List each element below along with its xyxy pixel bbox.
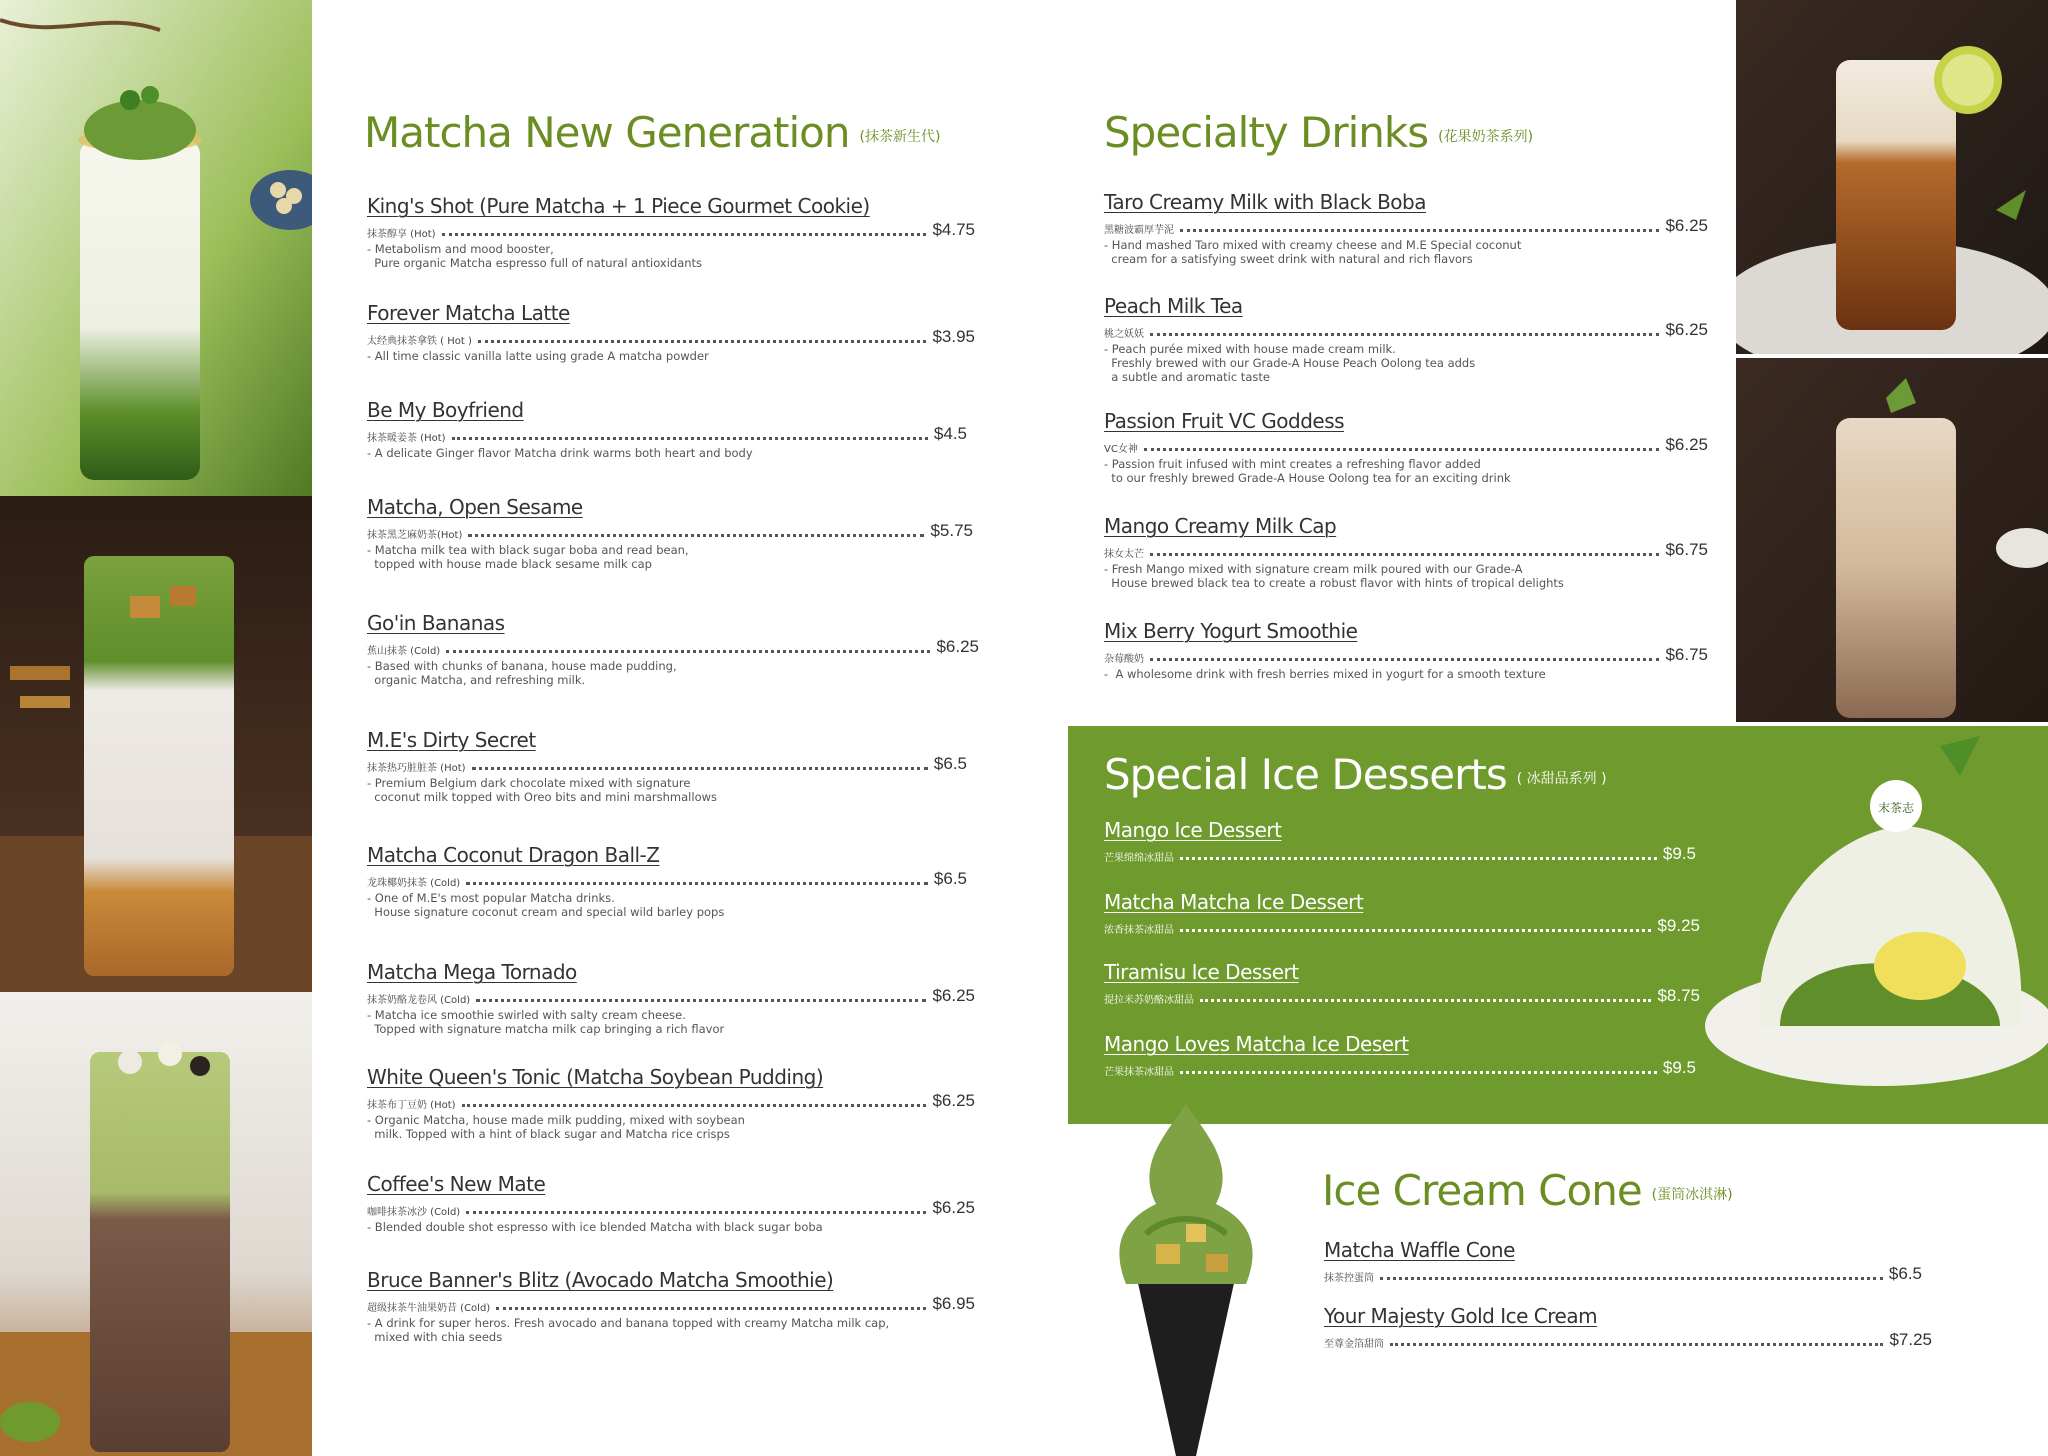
item-name: Matcha Matcha Ice Dessert <box>1104 890 1364 914</box>
item-price: $7.25 <box>1889 1330 1932 1349</box>
menu-item <box>367 495 973 571</box>
item-price: $5.75 <box>930 521 973 540</box>
item-name: Matcha Waffle Cone <box>1324 1238 1515 1262</box>
item-name: Matcha, Open Sesame <box>367 495 583 519</box>
item-name: M.E's Dirty Secret <box>367 728 536 752</box>
item-price: $6.25 <box>932 1198 975 1217</box>
item-name: Coffee's New Mate <box>367 1172 546 1196</box>
specialty-drink-photo-1 <box>1736 0 2048 354</box>
item-cn: 抹茶醇享 (Hot) <box>367 229 436 240</box>
item-price: $6.5 <box>933 869 967 888</box>
dot-leader <box>1390 1343 1883 1346</box>
menu-item <box>367 398 967 460</box>
section-title-specialty <box>1104 108 1533 157</box>
item-price: $6.25 <box>932 1091 975 1110</box>
dot-leader <box>1144 448 1660 451</box>
dot-leader <box>472 767 928 770</box>
menu-item <box>1104 818 1696 864</box>
item-name: Go'in Bananas <box>367 611 505 635</box>
dot-leader <box>1150 553 1659 556</box>
item-desc: - Premium Belgium dark chocolate mixed with signature coconut milk topped with Oreo bits and mini marshmallows <box>367 776 718 804</box>
item-price: $6.5 <box>1888 1264 1922 1283</box>
section-title-desserts <box>1104 750 1607 799</box>
dot-leader <box>1150 333 1659 336</box>
item-cn: 黑糖波霸厚芋泥 <box>1104 225 1174 236</box>
item-desc: - Fresh Mango mixed with signature cream milk poured with our Grade-A House brewed black tea to create a robust flavor with hints of tropical delights <box>1104 562 1564 590</box>
menu-item <box>1104 619 1708 681</box>
matcha-drink-photo-3 <box>0 992 312 1456</box>
item-price: $6.5 <box>933 754 967 773</box>
item-cn: 杂莓酸奶 <box>1104 654 1144 665</box>
menu-item <box>367 1065 975 1141</box>
item-name: Forever Matcha Latte <box>367 301 570 325</box>
item-cn: 桃之妖妖 <box>1104 329 1144 340</box>
item-name: Matcha Coconut Dragon Ball-Z <box>367 843 660 867</box>
item-cn: 太经典抹茶拿铁 ( Hot ) <box>367 336 472 347</box>
menu-item <box>367 611 979 687</box>
item-cn: 抹女太芒 <box>1104 549 1144 560</box>
dot-leader <box>1180 929 1651 932</box>
item-cn: VC女神 <box>1104 444 1138 455</box>
menu-item <box>1104 409 1708 485</box>
dot-leader <box>466 882 928 885</box>
item-name: King's Shot (Pure Matcha + 1 Piece Gourmet Cookie) <box>367 194 870 218</box>
section-title-cn: (蛋筒冰淇淋) <box>1651 1186 1733 1203</box>
ice-cream-cone-photo <box>1086 1094 1286 1456</box>
item-name: White Queen's Tonic (Matcha Soybean Pudding) <box>367 1065 824 1089</box>
item-price: $4.75 <box>932 220 975 239</box>
item-cn: 浓香抹茶冰甜品 <box>1104 925 1174 936</box>
ice-dessert-photo <box>1700 726 2048 1124</box>
section-title-text: Special Ice Desserts <box>1104 750 1507 799</box>
item-desc: - Based with chunks of banana, house made pudding, organic Matcha, and refreshing milk. <box>367 659 677 687</box>
menu-item <box>1104 514 1708 590</box>
item-cn: 超级抹茶牛油果奶昔 (Cold) <box>367 1303 491 1314</box>
item-cn: 抹茶控蛋筒 <box>1324 1273 1374 1284</box>
menu-item <box>367 194 975 270</box>
item-name: Mango Ice Dessert <box>1104 818 1282 842</box>
item-price: $6.95 <box>932 1294 975 1313</box>
item-cn: 抹茶布丁豆奶 (Hot) <box>367 1100 456 1111</box>
item-price: $4.5 <box>933 424 967 443</box>
item-cn: 咖啡抹茶冰沙 (Cold) <box>367 1207 461 1218</box>
dot-leader <box>468 534 924 537</box>
item-cn: 抹茶热巧脏脏茶 (Hot) <box>367 763 466 774</box>
menu-item <box>1104 890 1700 936</box>
dot-leader <box>452 437 928 440</box>
menu-item <box>367 301 975 363</box>
item-name: Your Majesty Gold Ice Cream <box>1324 1304 1598 1328</box>
matcha-drink-photo-2 <box>0 496 312 992</box>
item-cn: 龙珠椰奶抹茶 (Cold) <box>367 878 461 889</box>
item-price: $3.95 <box>932 327 975 346</box>
item-price: $9.5 <box>1662 1058 1696 1077</box>
item-price: $6.25 <box>1665 320 1708 339</box>
dot-leader <box>1180 229 1659 232</box>
item-desc: - Matcha milk tea with black sugar boba and read bean, topped with house made black sesame milk cap <box>367 543 689 571</box>
item-price: $9.25 <box>1657 916 1700 935</box>
item-name: Matcha Mega Tornado <box>367 960 577 984</box>
dot-leader <box>476 999 926 1002</box>
item-price: $6.25 <box>1665 216 1708 235</box>
dot-leader <box>1200 999 1651 1002</box>
dot-leader <box>1150 658 1659 661</box>
section-title-cone <box>1322 1166 1733 1215</box>
item-desc: - All time classic vanilla latte using grade A matcha powder <box>367 349 709 363</box>
item-name: Mango Loves Matcha Ice Desert <box>1104 1032 1409 1056</box>
item-price: $6.75 <box>1665 645 1708 664</box>
item-desc: - A wholesome drink with fresh berries mixed in yogurt for a smooth texture <box>1104 667 1546 681</box>
menu-item <box>367 960 975 1036</box>
section-title-text: Ice Cream Cone <box>1322 1166 1642 1215</box>
menu-item <box>1104 190 1708 266</box>
item-desc: - Matcha ice smoothie swirled with salty cream cheese. Topped with signature matcha milk cap bringing a rich flavor <box>367 1008 725 1036</box>
dot-leader <box>446 650 930 653</box>
section-title-matcha <box>364 108 940 157</box>
menu-item <box>1104 294 1708 384</box>
item-name: Tiramisu Ice Dessert <box>1104 960 1299 984</box>
item-desc: - A drink for super heros. Fresh avocado and banana topped with creamy Matcha milk cap, mixed with chia seeds <box>367 1316 890 1344</box>
item-name: Bruce Banner's Blitz (Avocado Matcha Smoothie) <box>367 1268 834 1292</box>
logo-text: 末茶志 <box>1877 801 1915 815</box>
menu-item <box>1104 960 1700 1006</box>
menu-item <box>367 1172 975 1234</box>
item-name: Passion Fruit VC Goddess <box>1104 409 1345 433</box>
item-cn: 抹茶黑芝麻奶茶(Hot) <box>367 530 463 541</box>
item-cn: 至尊金箔甜筒 <box>1324 1339 1384 1350</box>
item-desc: - A delicate Ginger flavor Matcha drink warms both heart and body <box>367 446 753 460</box>
menu-item <box>1324 1304 1932 1350</box>
item-price: $8.75 <box>1657 986 1700 1005</box>
item-desc: - Metabolism and mood booster, Pure organic Matcha espresso full of natural antioxidants <box>367 242 703 270</box>
dot-leader <box>1180 1071 1657 1074</box>
item-desc: - Hand mashed Taro mixed with creamy cheese and M.E Special coconut cream for a satisfying sweet drink with natural and rich flavors <box>1104 238 1522 266</box>
section-title-cn: (花果奶茶系列) <box>1438 128 1534 145</box>
item-price: $6.25 <box>936 637 979 656</box>
matcha-drink-photo-1 <box>0 0 312 496</box>
dot-leader <box>1380 1277 1883 1280</box>
menu-item <box>1104 1032 1696 1078</box>
dot-leader <box>478 340 927 343</box>
dot-leader <box>462 1104 927 1107</box>
item-name: Mango Creamy Milk Cap <box>1104 514 1337 538</box>
section-title-cn: (抹茶新生代) <box>859 128 941 145</box>
dot-leader <box>466 1211 926 1214</box>
dot-leader <box>1180 857 1657 860</box>
item-name: Taro Creamy Milk with Black Boba <box>1104 190 1426 214</box>
item-cn: 抹茶暖姜茶 (Hot) <box>367 433 446 444</box>
item-cn: 芒果绵绵冰甜品 <box>1104 853 1174 864</box>
menu-item <box>367 728 967 804</box>
section-title-text: Matcha New Generation <box>364 108 850 157</box>
item-price: $6.75 <box>1665 540 1708 559</box>
section-title-text: Specialty Drinks <box>1104 108 1429 157</box>
item-price: $6.25 <box>932 986 975 1005</box>
item-desc: - Blended double shot espresso with ice blended Matcha with black sugar boba <box>367 1220 823 1234</box>
menu-item <box>367 1268 975 1344</box>
item-cn: 芒果抹茶冰甜品 <box>1104 1067 1174 1078</box>
menu-item <box>1324 1238 1922 1284</box>
item-name: Be My Boyfriend <box>367 398 524 422</box>
item-desc: - Passion fruit infused with mint creates a refreshing flavor added to our freshly brewed Grade-A House Oolong tea for an exciting drink <box>1104 457 1511 485</box>
item-cn: 蕉山抹茶 (Cold) <box>367 646 441 657</box>
dot-leader <box>496 1307 926 1310</box>
item-name: Peach Milk Tea <box>1104 294 1243 318</box>
specialty-drink-photo-2 <box>1736 358 2048 722</box>
item-desc: - One of M.E's most popular Matcha drinks. House signature coconut cream and special wild barley pops <box>367 891 725 919</box>
item-cn: 提拉米苏奶酪冰甜品 <box>1104 995 1194 1006</box>
menu-item <box>367 843 967 919</box>
item-desc: - Peach purée mixed with house made cream milk. Freshly brewed with our Grade-A House Peach Oolong tea adds a subtle and aromatic taste <box>1104 342 1476 384</box>
dot-leader <box>442 233 927 236</box>
item-price: $9.5 <box>1662 844 1696 863</box>
item-name: Mix Berry Yogurt Smoothie <box>1104 619 1358 643</box>
section-title-cn: ( 冰甜品系列 ) <box>1516 770 1607 787</box>
item-cn: 抹茶奶酪龙卷风 (Cold) <box>367 995 471 1006</box>
item-desc: - Organic Matcha, house made milk pudding, mixed with soybean milk. Topped with a hint of black sugar and Matcha rice crisps <box>367 1113 745 1141</box>
item-price: $6.25 <box>1665 435 1708 454</box>
